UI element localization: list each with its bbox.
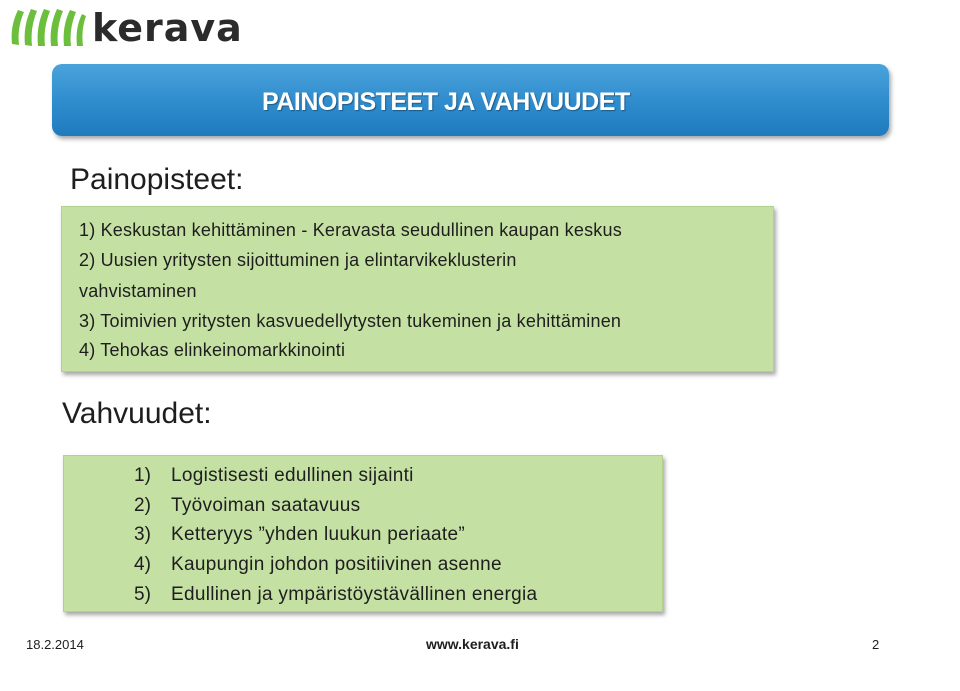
footer-url: www.kerava.fi bbox=[426, 636, 519, 652]
list-item: 3) Toimivien yritysten kasvuedellytysten tukeminen ja kehittäminen bbox=[79, 311, 622, 331]
footer-date: 18.2.2014 bbox=[26, 637, 84, 652]
list-item: Työvoiman saatavuus bbox=[171, 495, 361, 516]
page-number: 2 bbox=[872, 637, 880, 652]
logo-wordmark: kerava bbox=[92, 6, 243, 50]
list-item-number: 2) bbox=[134, 495, 151, 516]
list-item: Logistisesti edullinen sijainti bbox=[171, 465, 414, 486]
painopisteet-heading: Painopisteet: bbox=[70, 163, 244, 196]
list-item: Kaupungin johdon positiivinen asenne bbox=[171, 554, 502, 575]
list-item: 2) Uusien yritysten sijoittuminen ja elintarvikeklusterin bbox=[79, 250, 517, 270]
slide-title: PAINOPISTEET JA VAHVUUDET bbox=[262, 88, 630, 116]
list-item-number: 5) bbox=[134, 584, 151, 605]
list-item: Ketteryys ”yhden luukun periaate” bbox=[171, 524, 465, 545]
kerava-logo-stripes-icon bbox=[8, 4, 88, 50]
list-item-number: 1) bbox=[134, 465, 151, 486]
list-item: 1) Keskustan kehittäminen - Keravasta seudullinen kaupan keskus bbox=[79, 220, 622, 240]
list-item: Edullinen ja ympäristöystävällinen energia bbox=[171, 584, 538, 605]
list-item: vahvistaminen bbox=[79, 281, 197, 301]
list-item-number: 3) bbox=[134, 524, 151, 545]
list-item: 4) Tehokas elinkeinomarkkinointi bbox=[79, 340, 346, 360]
list-item-number: 4) bbox=[134, 554, 151, 575]
kerava-logo bbox=[8, 4, 258, 50]
vahvuudet-heading: Vahvuudet: bbox=[62, 397, 212, 430]
